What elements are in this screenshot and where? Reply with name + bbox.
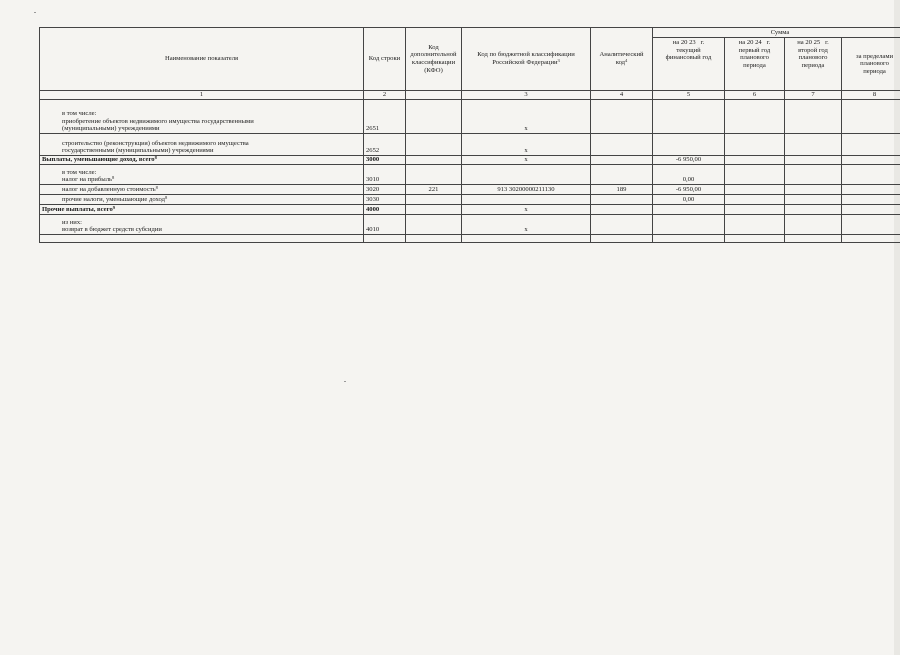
- year-line: периода: [801, 61, 825, 69]
- header-line-code: Код строки: [364, 28, 406, 91]
- year-line: периода: [743, 61, 766, 69]
- row-code: 3010: [364, 165, 406, 185]
- table-row: [40, 195, 900, 205]
- year-line: первый год: [738, 46, 771, 54]
- cell: [406, 134, 462, 156]
- header-kfo-line: классификации: [411, 59, 456, 66]
- col-number: 3: [462, 91, 591, 100]
- cell: [842, 195, 900, 205]
- row-bk: x: [462, 134, 591, 156]
- cell: [725, 185, 785, 195]
- cell: [653, 235, 725, 243]
- col-number: 1: [40, 91, 364, 100]
- header-year-current: [653, 38, 725, 91]
- year-line: финансовый год: [665, 54, 712, 62]
- table-row: [40, 215, 900, 235]
- cell: [462, 195, 591, 205]
- cell: [842, 134, 900, 156]
- footnote-mark: 8: [164, 195, 168, 201]
- table-row: [40, 185, 900, 195]
- cell: [591, 195, 653, 205]
- cell: [842, 235, 900, 243]
- cell: [406, 205, 462, 215]
- row-value-y1: -6 950,00: [653, 156, 725, 165]
- row-value-y1: -6 950,00: [653, 185, 725, 195]
- row-name: [40, 100, 364, 134]
- row-bk: x: [462, 156, 591, 165]
- row-lead: из них:: [62, 218, 82, 226]
- row-name-line: государственными (муниципальными) учреждениями: [62, 147, 214, 155]
- footnote-mark: 4: [625, 58, 628, 63]
- cell: [406, 195, 462, 205]
- cell: [785, 205, 842, 215]
- cell: [725, 235, 785, 243]
- col-number: [406, 91, 462, 100]
- cell: [785, 100, 842, 134]
- header-analytic-code: [591, 28, 653, 91]
- row-bk: 913 30200000211130: [462, 185, 591, 195]
- cell: [842, 156, 900, 165]
- header-beyond-plan: [842, 38, 900, 91]
- cell: [653, 215, 725, 235]
- year-line: второй год: [798, 46, 828, 54]
- cell: [406, 156, 462, 165]
- table-row: [40, 165, 900, 185]
- cell: [725, 205, 785, 215]
- header-kfo: [406, 28, 462, 91]
- header-indicator-name: Наименование показателя: [40, 28, 364, 91]
- budget-table: [39, 27, 900, 243]
- cell: [653, 205, 725, 215]
- row-code: 4010: [364, 215, 406, 235]
- year-line: за пределами: [856, 52, 894, 60]
- row-name: Прочие выплаты, всего$^9$: [40, 205, 364, 215]
- cell: [842, 165, 900, 185]
- column-number-row: [40, 91, 900, 100]
- header-kfo-line: Код: [428, 43, 439, 51]
- row-code: 2651: [364, 100, 406, 134]
- col-number: 7: [785, 91, 842, 100]
- row-name-line: строительство (реконструкция) объектов недвижимого имущества: [62, 139, 249, 147]
- col-number: 8: [842, 91, 900, 100]
- year-line: периода: [863, 67, 886, 75]
- row-code: 4000: [364, 205, 406, 215]
- cell: [406, 235, 462, 243]
- cell: [785, 195, 842, 205]
- row-code: 3000: [364, 156, 406, 165]
- col-number: 4: [591, 91, 653, 100]
- row-code: 3020: [364, 185, 406, 195]
- row-name: [40, 215, 364, 235]
- row-name: налог на добавленную стоимость$^8$: [40, 185, 364, 195]
- cell: [462, 235, 591, 243]
- cell: [364, 235, 406, 243]
- cell: [591, 156, 653, 165]
- table-row-empty: [40, 235, 900, 243]
- cell: [406, 165, 462, 185]
- cell: [653, 100, 725, 134]
- cell: [725, 195, 785, 205]
- row-name: Выплаты, уменьшающие доход, всего$^8$: [40, 156, 364, 165]
- header-kfo-line: (КФО): [424, 66, 443, 74]
- cell: [785, 156, 842, 165]
- year-label: на 20 23 г.: [672, 39, 705, 46]
- scan-speck: [344, 381, 346, 382]
- cell: [842, 215, 900, 235]
- footnote-mark: 8: [112, 175, 115, 181]
- cell: [842, 205, 900, 215]
- table-row: [40, 205, 900, 215]
- header-row-1: [40, 28, 900, 38]
- header-sum: Сумма: [653, 28, 900, 38]
- footnote-mark: 8: [155, 185, 158, 191]
- header-year-second-plan: [785, 38, 842, 91]
- cell: [653, 134, 725, 156]
- cell: [725, 156, 785, 165]
- table-row: [40, 100, 900, 134]
- row-lead: в том числе:: [62, 168, 97, 176]
- header-budget-classification: [462, 28, 591, 91]
- col-number: 6: [725, 91, 785, 100]
- cell: [725, 215, 785, 235]
- row-name: [40, 134, 364, 156]
- row-value-y1: 0,00: [653, 165, 725, 185]
- header-bk-text: Код по бюджетной классификации Российской Федерации: [477, 51, 575, 66]
- cell: [725, 134, 785, 156]
- cell: [785, 235, 842, 243]
- row-name: прочие налоги, уменьшающие доход$^8$: [40, 195, 364, 205]
- row-code: 2652: [364, 134, 406, 156]
- footnote-mark: 3: [557, 58, 560, 63]
- col-number: 2: [364, 91, 406, 100]
- cell: [462, 165, 591, 185]
- row-lead: в том числе:: [62, 110, 97, 118]
- cell: [785, 215, 842, 235]
- row-name: [40, 165, 364, 185]
- cell: [785, 165, 842, 185]
- cell: [725, 165, 785, 185]
- row-kfo: 221: [406, 185, 462, 195]
- table-row: [40, 156, 900, 165]
- scan-speck: [34, 12, 36, 13]
- year-line: планового: [740, 54, 769, 62]
- year-line: текущий: [676, 46, 701, 54]
- row-name-line: приобретение объектов недвижимого имущества государственными: [62, 117, 254, 125]
- cell: [785, 185, 842, 195]
- header-kfo-line: дополнительной: [410, 51, 457, 59]
- year-label: на 20 24 г.: [738, 39, 771, 46]
- cell: [406, 100, 462, 134]
- row-bk: x: [462, 205, 591, 215]
- cell: [591, 205, 653, 215]
- row-name-line: налог на прибыль$^8$: [62, 175, 115, 184]
- footnote-mark: 8: [154, 155, 157, 161]
- cell: [406, 215, 462, 235]
- year-line: планового: [860, 60, 889, 68]
- row-bk: x: [462, 100, 591, 134]
- cell: [842, 185, 900, 195]
- year-label: на 20 25 г.: [797, 39, 829, 46]
- header-year-first-plan: [725, 38, 785, 91]
- table-row: [40, 134, 900, 156]
- cell: [725, 100, 785, 134]
- header-analytic-text: Аналитический код: [599, 51, 644, 66]
- cell: [40, 235, 364, 243]
- cell: [785, 134, 842, 156]
- cell: [591, 134, 653, 156]
- year-line: планового: [798, 54, 828, 62]
- row-bk: x: [462, 215, 591, 235]
- cell: [591, 165, 653, 185]
- cell: [842, 100, 900, 134]
- row-value-y1: 0,00: [653, 195, 725, 205]
- row-code: 3030: [364, 195, 406, 205]
- cell: [591, 215, 653, 235]
- row-name-line: (муниципальными) учреждениями: [62, 125, 160, 133]
- footnote-mark: 9: [112, 205, 115, 211]
- row-name-line: возврат в бюджет средств субсидии: [62, 226, 162, 234]
- col-number: 5: [653, 91, 725, 100]
- cell: [591, 100, 653, 134]
- row-analytic: 189: [591, 185, 653, 195]
- cell: [591, 235, 653, 243]
